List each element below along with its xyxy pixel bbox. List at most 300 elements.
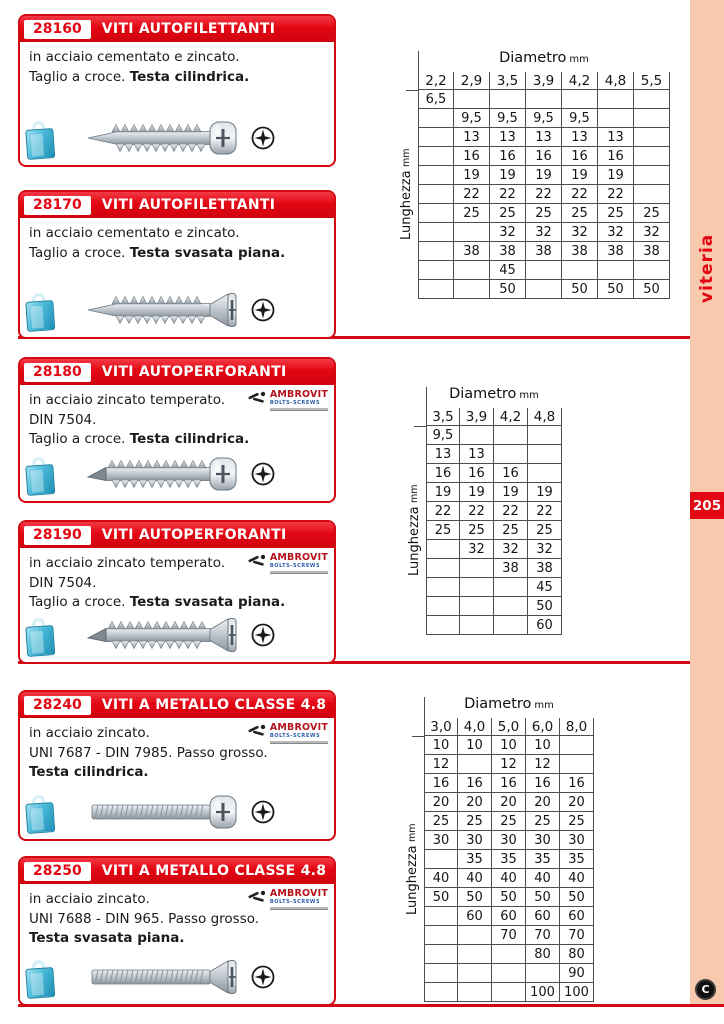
table-cell: 12 [424, 755, 458, 774]
table-cell: 16 [424, 774, 458, 793]
card-header [20, 522, 334, 548]
description-line: in acciaio zincato temperato. [29, 392, 226, 408]
table-cell [526, 280, 562, 299]
table-cell [424, 850, 458, 869]
table-cell: 60 [528, 616, 562, 635]
table-cell: 13 [598, 128, 634, 147]
table-cell: 25 [490, 204, 526, 223]
table-cell: 16 [562, 147, 598, 166]
table-cell [494, 578, 528, 597]
table-cell: 22 [454, 185, 490, 204]
table-cell: 90 [560, 964, 594, 983]
table-cell [426, 597, 460, 616]
table-cell [460, 559, 494, 578]
table-cell [418, 128, 454, 147]
table-cell [460, 578, 494, 597]
table-cell [634, 261, 670, 280]
table-cell [460, 616, 494, 635]
table-cell: 19 [598, 166, 634, 185]
table-cell: 70 [492, 926, 526, 945]
table-cell: 20 [560, 793, 594, 812]
brand-tagline-bar [270, 408, 328, 411]
table-cell: 40 [526, 869, 560, 888]
table-cell: 50 [458, 888, 492, 907]
table-cell [424, 907, 458, 926]
table-length-label: Lunghezza mm [399, 148, 414, 241]
product-description [29, 224, 285, 263]
product-card-28240 [18, 690, 336, 841]
brand-name: AMBROVIT [269, 722, 328, 733]
description-line: Taglio a croce. Testa cilindrica. [29, 431, 250, 447]
brand-subtitle: BOLTS-SCREWS [269, 563, 321, 569]
package-icon [25, 959, 56, 999]
product-title: VITI A METALLO CLASSE 4.8 [101, 697, 327, 713]
table-cell [418, 280, 454, 299]
table-cell: 13 [426, 445, 460, 464]
table-cell: 25 [492, 812, 526, 831]
table-cell [528, 445, 562, 464]
product-code: 28240 [24, 696, 91, 715]
table-cell [424, 945, 458, 964]
package-icon [25, 794, 56, 834]
table-cell [418, 223, 454, 242]
brand-logo [247, 553, 328, 574]
table-cell: 50 [490, 280, 526, 299]
table-cell [426, 578, 460, 597]
table-col-label: 5,0 [492, 718, 526, 736]
table-cell: 60 [492, 907, 526, 926]
table-col-label: 3,9 [460, 408, 494, 426]
table-col-label: 6,0 [526, 718, 560, 736]
table-cell [460, 426, 494, 445]
phillips-cross-icon [250, 622, 276, 648]
table-cell [492, 964, 526, 983]
table-col-label: 2,9 [454, 72, 490, 90]
table-cell: 16 [490, 147, 526, 166]
package-icon [25, 292, 56, 332]
sidebar-tab [690, 0, 724, 1005]
table-cell: 12 [492, 755, 526, 774]
table-cell: 22 [494, 502, 528, 521]
product-description [29, 724, 268, 783]
table-cell: 32 [460, 540, 494, 559]
description-line: DIN 7504. [29, 411, 97, 428]
table-cell [418, 261, 454, 280]
table-cell: 9,5 [562, 109, 598, 128]
table-cell [458, 945, 492, 964]
page-number-badge: 205 [690, 492, 724, 519]
table-cell [454, 90, 490, 109]
table-cell: 50 [634, 280, 670, 299]
table-cell: 70 [560, 926, 594, 945]
product-title: VITI A METALLO CLASSE 4.8 [101, 863, 327, 879]
table-cell: 19 [526, 166, 562, 185]
table-cell: 35 [458, 850, 492, 869]
product-description [29, 890, 259, 949]
product-title: VITI AUTOFILETTANTI [101, 21, 276, 37]
description-line: Testa svasata piana. [29, 930, 185, 946]
table-cell: 20 [492, 793, 526, 812]
brand-logo [247, 390, 328, 411]
phillips-cross-icon [250, 297, 276, 323]
table-diameter-header: Diametro mm [449, 386, 539, 402]
table-cell: 100 [560, 983, 594, 1002]
table-cell: 16 [426, 464, 460, 483]
table-cell: 19 [460, 483, 494, 502]
table-cell [454, 223, 490, 242]
table-cell [454, 280, 490, 299]
table-cell: 25 [634, 204, 670, 223]
brand-tagline-bar [270, 741, 328, 744]
publisher-logo: C [695, 979, 716, 1000]
table-cell: 25 [426, 521, 460, 540]
table-cell: 25 [528, 521, 562, 540]
table-cell: 22 [526, 185, 562, 204]
table-cell: 25 [598, 204, 634, 223]
table-cell: 16 [526, 774, 560, 793]
table-cell: 25 [560, 812, 594, 831]
brand-screws-icon [247, 723, 267, 739]
phillips-cross-icon [250, 125, 276, 151]
screw-photo [72, 451, 262, 497]
table-cell: 25 [424, 812, 458, 831]
table-diameter-header: Diametro mm [499, 50, 589, 66]
brand-name: AMBROVIT [269, 888, 328, 899]
table-cell: 35 [492, 850, 526, 869]
table-cell [528, 464, 562, 483]
table-cell: 80 [526, 945, 560, 964]
table-cell: 16 [460, 464, 494, 483]
dimension-table-metallo [405, 696, 594, 1002]
table-cell: 70 [526, 926, 560, 945]
brand-subtitle: BOLTS-SCREWS [269, 733, 321, 739]
table-cell [458, 964, 492, 983]
table-cell [458, 926, 492, 945]
table-cell: 9,5 [454, 109, 490, 128]
table-length-label: Lunghezza mm [405, 823, 420, 915]
product-code: 28170 [24, 196, 91, 215]
table-cell [426, 616, 460, 635]
table-cell [426, 559, 460, 578]
table-cell: 25 [526, 204, 562, 223]
table-cell: 16 [526, 147, 562, 166]
table-cell: 38 [454, 242, 490, 261]
product-code: 28250 [24, 862, 91, 881]
package-icon [25, 120, 56, 160]
table-cell [460, 597, 494, 616]
table-cell: 32 [528, 540, 562, 559]
dimension-table-autofilettanti [399, 50, 670, 299]
product-description [29, 391, 249, 450]
table-cell: 22 [562, 185, 598, 204]
brand-screws-icon [247, 390, 267, 406]
table-cell [528, 426, 562, 445]
table-cell [426, 540, 460, 559]
table-cell: 45 [490, 261, 526, 280]
table-cell: 30 [526, 831, 560, 850]
phillips-cross-icon [250, 461, 276, 487]
brand-name: AMBROVIT [269, 552, 328, 563]
table-cell [560, 736, 594, 755]
table-cell: 35 [526, 850, 560, 869]
table-cell: 13 [562, 128, 598, 147]
table-cell: 60 [458, 907, 492, 926]
table-cell [494, 597, 528, 616]
description-line: Testa cilindrica. [29, 764, 149, 780]
table-cell [454, 261, 490, 280]
table-cell [526, 90, 562, 109]
table-cell: 40 [492, 869, 526, 888]
table-cell [634, 166, 670, 185]
table-grid [426, 408, 562, 635]
table-cell [424, 926, 458, 945]
product-description [29, 48, 249, 87]
table-cell: 30 [560, 831, 594, 850]
table-cell: 19 [490, 166, 526, 185]
product-card-28170 [18, 190, 336, 339]
table-cell: 50 [560, 888, 594, 907]
table-cell: 10 [492, 736, 526, 755]
package-icon [25, 456, 56, 496]
table-cell: 30 [458, 831, 492, 850]
table-cell: 50 [598, 280, 634, 299]
product-card-28160 [18, 14, 336, 167]
table-grid [424, 718, 594, 1002]
table-cell: 19 [528, 483, 562, 502]
table-col-label: 4,2 [494, 408, 528, 426]
description-line: Taglio a croce. Testa cilindrica. [29, 68, 250, 85]
table-cell: 32 [634, 223, 670, 242]
product-card-28190 [18, 520, 336, 664]
table-cell: 30 [492, 831, 526, 850]
table-cell: 40 [424, 869, 458, 888]
table-cell [560, 755, 594, 774]
table-cell: 19 [494, 483, 528, 502]
card-header [20, 192, 334, 218]
table-cell [634, 109, 670, 128]
table-cell: 13 [490, 128, 526, 147]
sidebar-category-label: viteria [697, 233, 717, 303]
table-col-label: 4,2 [562, 72, 598, 90]
table-cell: 32 [494, 540, 528, 559]
table-cell [490, 90, 526, 109]
table-cell: 13 [454, 128, 490, 147]
phillips-cross-icon [250, 799, 276, 825]
table-cell [634, 185, 670, 204]
table-cell: 25 [454, 204, 490, 223]
table-cell: 50 [526, 888, 560, 907]
table-cell: 50 [424, 888, 458, 907]
table-cell: 20 [526, 793, 560, 812]
table-cell: 25 [460, 521, 494, 540]
description-line: in acciaio zincato temperato. [29, 555, 226, 571]
table-col-label: 3,5 [490, 72, 526, 90]
table-cell [418, 166, 454, 185]
description-line: UNI 7687 - DIN 7985. Passo grosso. [29, 744, 268, 761]
table-cell: 13 [460, 445, 494, 464]
table-cell [598, 90, 634, 109]
table-cell: 13 [526, 128, 562, 147]
table-cell: 38 [634, 242, 670, 261]
table-cell: 10 [526, 736, 560, 755]
table-cell: 22 [426, 502, 460, 521]
table-cell: 60 [560, 907, 594, 926]
table-cell: 16 [560, 774, 594, 793]
table-cell: 20 [424, 793, 458, 812]
table-cell [458, 983, 492, 1002]
table-cell: 16 [458, 774, 492, 793]
table-cell [418, 185, 454, 204]
table-cell [418, 242, 454, 261]
product-code: 28190 [24, 526, 91, 545]
description-line: in acciaio zincato. [29, 725, 150, 741]
product-code: 28160 [24, 20, 91, 39]
table-diameter-header: Diametro mm [464, 696, 554, 712]
table-col-label: 5,5 [634, 72, 670, 90]
brand-screws-icon [247, 553, 267, 569]
brand-name: AMBROVIT [269, 389, 328, 400]
table-cell: 40 [458, 869, 492, 888]
brand-subtitle: BOLTS-SCREWS [269, 899, 321, 905]
table-cell: 60 [526, 907, 560, 926]
table-cell: 38 [490, 242, 526, 261]
product-title: VITI AUTOFILETTANTI [101, 197, 276, 213]
table-cell: 38 [526, 242, 562, 261]
table-cell: 32 [598, 223, 634, 242]
table-cell: 16 [454, 147, 490, 166]
table-cell [634, 147, 670, 166]
phillips-cross-icon [250, 964, 276, 990]
table-cell: 38 [528, 559, 562, 578]
table-cell: 19 [426, 483, 460, 502]
table-cell: 32 [490, 223, 526, 242]
table-cell: 12 [526, 755, 560, 774]
table-cell: 16 [494, 464, 528, 483]
brand-screws-icon [247, 889, 267, 905]
table-cell: 25 [562, 204, 598, 223]
product-code: 28180 [24, 363, 91, 382]
table-col-label: 3,9 [526, 72, 562, 90]
table-cell: 50 [492, 888, 526, 907]
table-cell: 30 [424, 831, 458, 850]
table-cell: 50 [562, 280, 598, 299]
description-line: UNI 7688 - DIN 965. Passo grosso. [29, 910, 260, 927]
table-cell: 10 [424, 736, 458, 755]
table-cell [526, 964, 560, 983]
table-cell [598, 109, 634, 128]
brand-tagline-bar [270, 907, 328, 910]
table-cell: 32 [526, 223, 562, 242]
table-cell: 45 [528, 578, 562, 597]
table-cell: 20 [458, 793, 492, 812]
description-line: in acciaio cementato e zincato. [29, 225, 240, 241]
card-header [20, 359, 334, 385]
table-cell [418, 109, 454, 128]
brand-logo [247, 889, 328, 910]
table-col-label: 4,8 [528, 408, 562, 426]
table-cell: 9,5 [490, 109, 526, 128]
table-cell [458, 755, 492, 774]
package-icon [25, 617, 56, 657]
table-cell [634, 90, 670, 109]
table-cell: 22 [528, 502, 562, 521]
table-cell [492, 983, 526, 1002]
table-col-label: 2,2 [418, 72, 454, 90]
table-cell: 100 [526, 983, 560, 1002]
table-cell [424, 964, 458, 983]
product-card-28250 [18, 856, 336, 1006]
table-cell [598, 261, 634, 280]
table-cell: 9,5 [426, 426, 460, 445]
description-line: Taglio a croce. Testa svasata piana. [29, 594, 286, 610]
description-line: DIN 7504. [29, 574, 97, 591]
table-col-label: 4,8 [598, 72, 634, 90]
brand-subtitle: BOLTS-SCREWS [269, 400, 321, 406]
table-cell: 80 [560, 945, 594, 964]
table-cell [526, 261, 562, 280]
table-cell [494, 616, 528, 635]
table-cell: 50 [528, 597, 562, 616]
product-card-28180 [18, 357, 336, 503]
table-cell [418, 204, 454, 223]
description-line: in acciaio zincato. [29, 891, 150, 907]
screw-photo [72, 287, 262, 333]
description-line: in acciaio cementato e zincato. [29, 49, 240, 65]
table-col-label: 3,0 [424, 718, 458, 736]
brand-tagline-bar [270, 571, 328, 574]
table-cell: 40 [560, 869, 594, 888]
table-col-label: 3,5 [426, 408, 460, 426]
table-cell [492, 945, 526, 964]
table-cell: 25 [526, 812, 560, 831]
screw-photo [72, 954, 262, 1000]
table-cell: 22 [490, 185, 526, 204]
screw-photo [72, 789, 262, 835]
card-header [20, 858, 334, 884]
table-cell: 22 [460, 502, 494, 521]
card-header [20, 692, 334, 718]
table-cell: 32 [562, 223, 598, 242]
table-cell [562, 261, 598, 280]
table-cell [494, 445, 528, 464]
table-length-label: Lunghezza mm [407, 484, 422, 577]
table-col-label: 8,0 [560, 718, 594, 736]
table-cell: 25 [458, 812, 492, 831]
table-cell: 16 [598, 147, 634, 166]
table-cell: 19 [562, 166, 598, 185]
table-cell [494, 426, 528, 445]
table-cell [562, 90, 598, 109]
screw-photo [72, 115, 262, 161]
screw-photo [72, 612, 262, 658]
product-title: VITI AUTOPERFORANTI [101, 364, 287, 380]
table-cell: 19 [454, 166, 490, 185]
table-cell [424, 983, 458, 1002]
table-grid [418, 72, 670, 299]
table-cell: 16 [492, 774, 526, 793]
table-cell: 9,5 [526, 109, 562, 128]
table-cell [418, 147, 454, 166]
table-cell: 10 [458, 736, 492, 755]
table-cell: 38 [598, 242, 634, 261]
table-cell: 38 [562, 242, 598, 261]
table-cell: 38 [494, 559, 528, 578]
dimension-table-autoperforanti [407, 386, 562, 635]
table-cell: 22 [598, 185, 634, 204]
description-line: Taglio a croce. Testa svasata piana. [29, 244, 286, 261]
table-cell [634, 128, 670, 147]
table-cell: 25 [494, 521, 528, 540]
